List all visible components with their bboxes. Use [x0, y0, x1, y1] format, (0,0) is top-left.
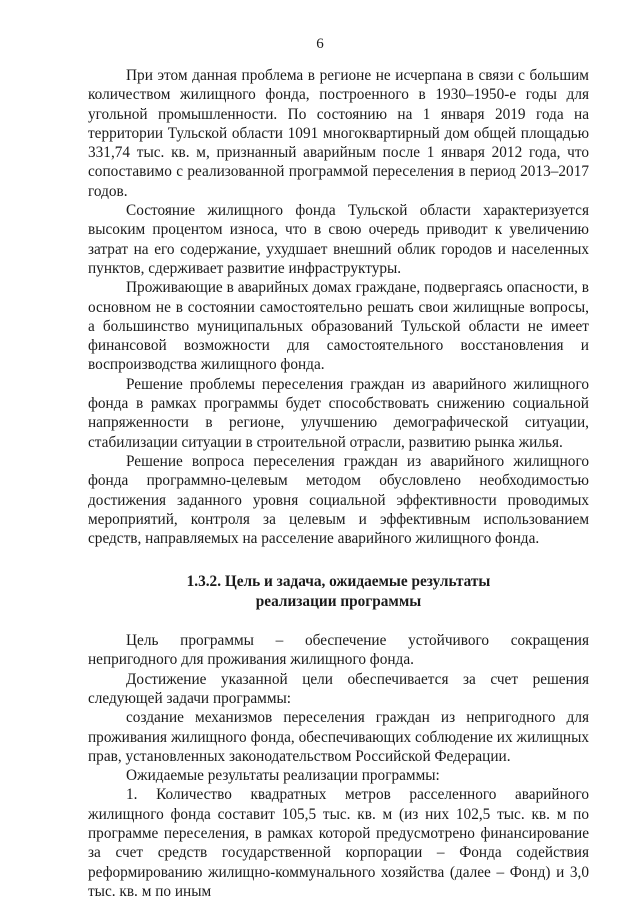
paragraph-expected-result-1: 1. Количество квадратных метров расселенного аварийного жилищного фонда составит 105,5 тыс. кв. м (из них 102,5 тыс. кв. м по программе переселения, в рамках которой предусмотрено финансирование за счет средств государственной корпорации – Фонда содействия реформированию жилищно-коммунального хозяйства (далее – Фонд) и 3,0 тыс. кв. м по иным: [88, 786, 589, 900]
paragraph-housing-condition: Состояние жилищного фонда Тульской области характеризуется высоким процентом износа, что в свою очередь приводит к увеличению затрат на его содержание, ухудшает внешний облик городов и населенных пунктов, сдерживает развитие инфраструктуры.: [88, 202, 589, 277]
paragraph-program-method: Решение вопроса переселения граждан из аварийного жилищного фонда программно-целевым методом обусловлено необходимостью достижения заданного уровня социальной эффективности проводимых мероприятий, контроля за целевым и эффективным использованием средств, направляемых на расселение аварийного жилищного фонда.: [88, 452, 589, 548]
paragraph-relocation-benefits: Решение проблемы переселения граждан из аварийного жилищного фонда в рамках программы будет способствовать снижению социальной напряженности в регионе, улучшению демографической ситуации, стабилизации ситуации в строительной отрасли, развитию рынка жилья.: [88, 375, 589, 451]
paragraph-expected-results-heading: Ожидаемые результаты реализации программы:: [126, 767, 440, 785]
paragraph-program-task: создание механизмов переселения граждан из непригодного для проживания жилищного фонда, обеспечивающих соблюдение их жилищных прав, установленных законодательством Российской Федерации.: [88, 709, 589, 765]
paragraph-goal-achievement: Достижение указанной цели обеспечивается за счет решения следующей задачи программы:: [88, 670, 589, 707]
section-heading-line-2: реализации программы: [255, 592, 422, 610]
paragraph-problem-scale: При этом данная проблема в регионе не исчерпана в связи с большим количеством жилищного фонда, построенного в 1930–1950-е годы для угольной промышленности. По состоянию на 1 января 2019 года на территории Тульской области 1091 многоквартирный дом общей площадью 331,74 тыс. кв. м, признанный аварийным после 1 января 2012 года, что сопоставимо с реализованной программой переселения в период 2013–2017 годов.: [88, 67, 589, 200]
section-heading-line-1: 1.3.2. Цель и задача, ожидаемые результаты: [186, 573, 491, 591]
section-heading: [88, 572, 589, 611]
paragraph-program-goal: Цель программы – обеспечение устойчивого сокращения непригодного для проживания жилищного фонда.: [88, 632, 589, 669]
paragraph-residents-danger: Проживающие в аварийных домах граждане, подвергаясь опасности, в основном не в состоянии самостоятельно решать свои жилищные вопросы, а большинство муниципальных образований Тульской области не имеет финансовой возможности для самостоятельного восстановления и воспроизводства жилищного фонда.: [88, 279, 589, 374]
page-number: 6: [316, 36, 324, 52]
document-body: [88, 66, 589, 901]
